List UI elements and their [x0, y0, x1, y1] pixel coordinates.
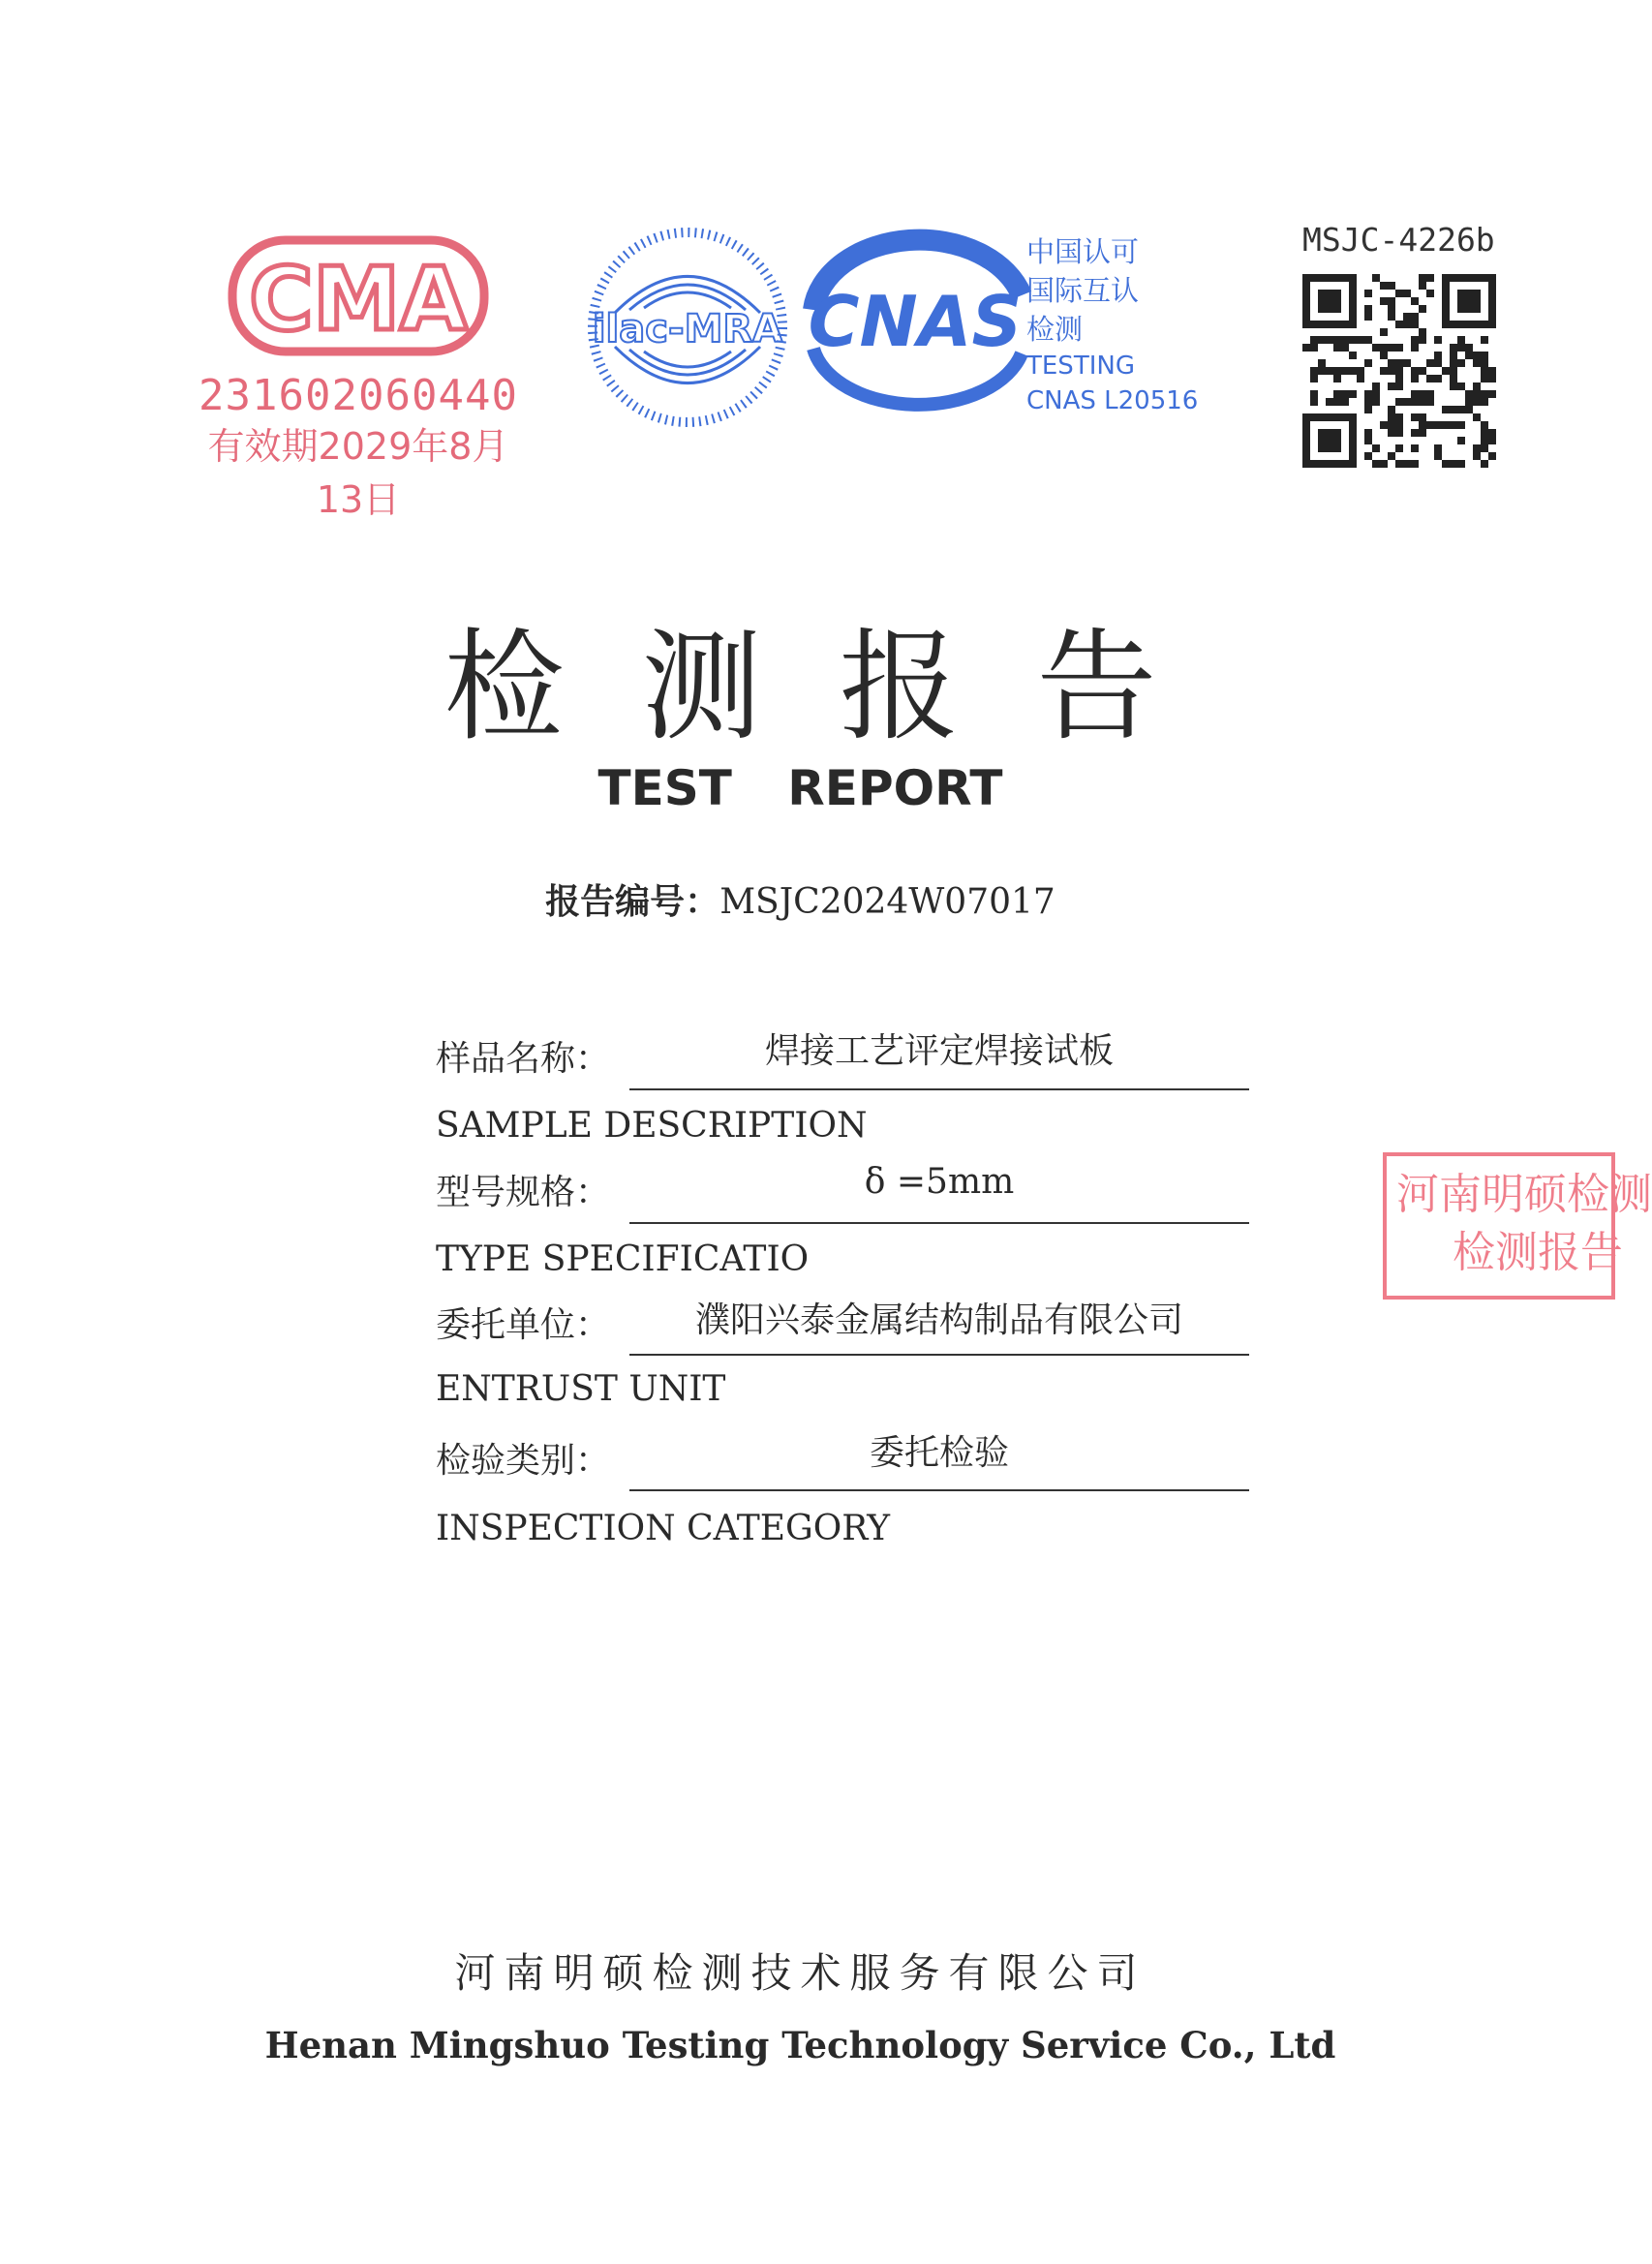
inspection-category-label-cn: 检验类别： [436, 1441, 611, 1481]
cnas-line-3: 检测 [1026, 313, 1084, 346]
ilac-mra-logo [586, 221, 789, 434]
qr-code-icon [1302, 274, 1496, 468]
type-specification-label-cn: 型号规格： [436, 1173, 611, 1212]
report-number-value: MSJC2024W07017 [719, 882, 1055, 922]
seal-line-1: 河南明硕检测 [1396, 1170, 1652, 1219]
entrust-unit-label-cn: 委托单位： [436, 1305, 611, 1345]
inspection-category-underline [629, 1489, 1249, 1491]
report-number-label: 报告编号： [545, 882, 720, 922]
entrust-unit-value: 濮阳兴泰金属结构制品有限公司 [694, 1300, 1183, 1340]
document-code: MSJC-4226b [1302, 221, 1495, 259]
type-specification-underline [629, 1222, 1249, 1224]
seal-line-2: 检测报告 [1453, 1228, 1623, 1277]
type-specification-value: δ =5mm [864, 1162, 1015, 1202]
type-specification-label-en: TYPE SPECIFICATIO [436, 1239, 810, 1279]
sample-description-underline [629, 1088, 1249, 1090]
entrust-unit-underline [629, 1354, 1249, 1356]
cnas-line-2: 国际互认 [1026, 274, 1140, 307]
cma-valid-until: 有效期2029年8月13日 [207, 425, 509, 521]
cnas-logo [794, 237, 1036, 412]
company-name-en: Henan Mingshuo Testing Technology Service Co., Ltd [264, 2024, 1336, 2066]
inspection-category-value: 委托检验 [869, 1433, 1009, 1473]
cnas-line-4: TESTING [1026, 352, 1135, 381]
report-title-en: TEST REPORT [597, 760, 1003, 816]
report-number [0, 874, 1601, 924]
ilac-logo-text: ilac-MRA [592, 307, 783, 352]
sample-description-label-cn: 样品名称： [436, 1039, 611, 1079]
company-name-cn: 河南明硕检测技术服务有限公司 [454, 1949, 1147, 1997]
cnas-line-1: 中国认可 [1026, 235, 1140, 268]
cnas-accreditation-text [1026, 232, 1198, 418]
sample-description-label-en: SAMPLE DESCRIPTION [436, 1106, 868, 1146]
entrust-unit-label-en: ENTRUST UNIT [436, 1369, 726, 1409]
sample-description-value: 焊接工艺评定焊接试板 [764, 1031, 1114, 1071]
report-title-cn: 检测报告 [444, 618, 1235, 757]
company-seal-stamp [1383, 1152, 1652, 1300]
cnas-logo-text: CNAS [808, 281, 1023, 362]
cnas-line-5: CNAS L20516 [1026, 386, 1199, 415]
cma-logo-text: CMA [249, 249, 468, 351]
cma-certificate-number: 231602060440 [199, 371, 518, 420]
inspection-category-label-en: INSPECTION CATEGORY [436, 1509, 891, 1548]
